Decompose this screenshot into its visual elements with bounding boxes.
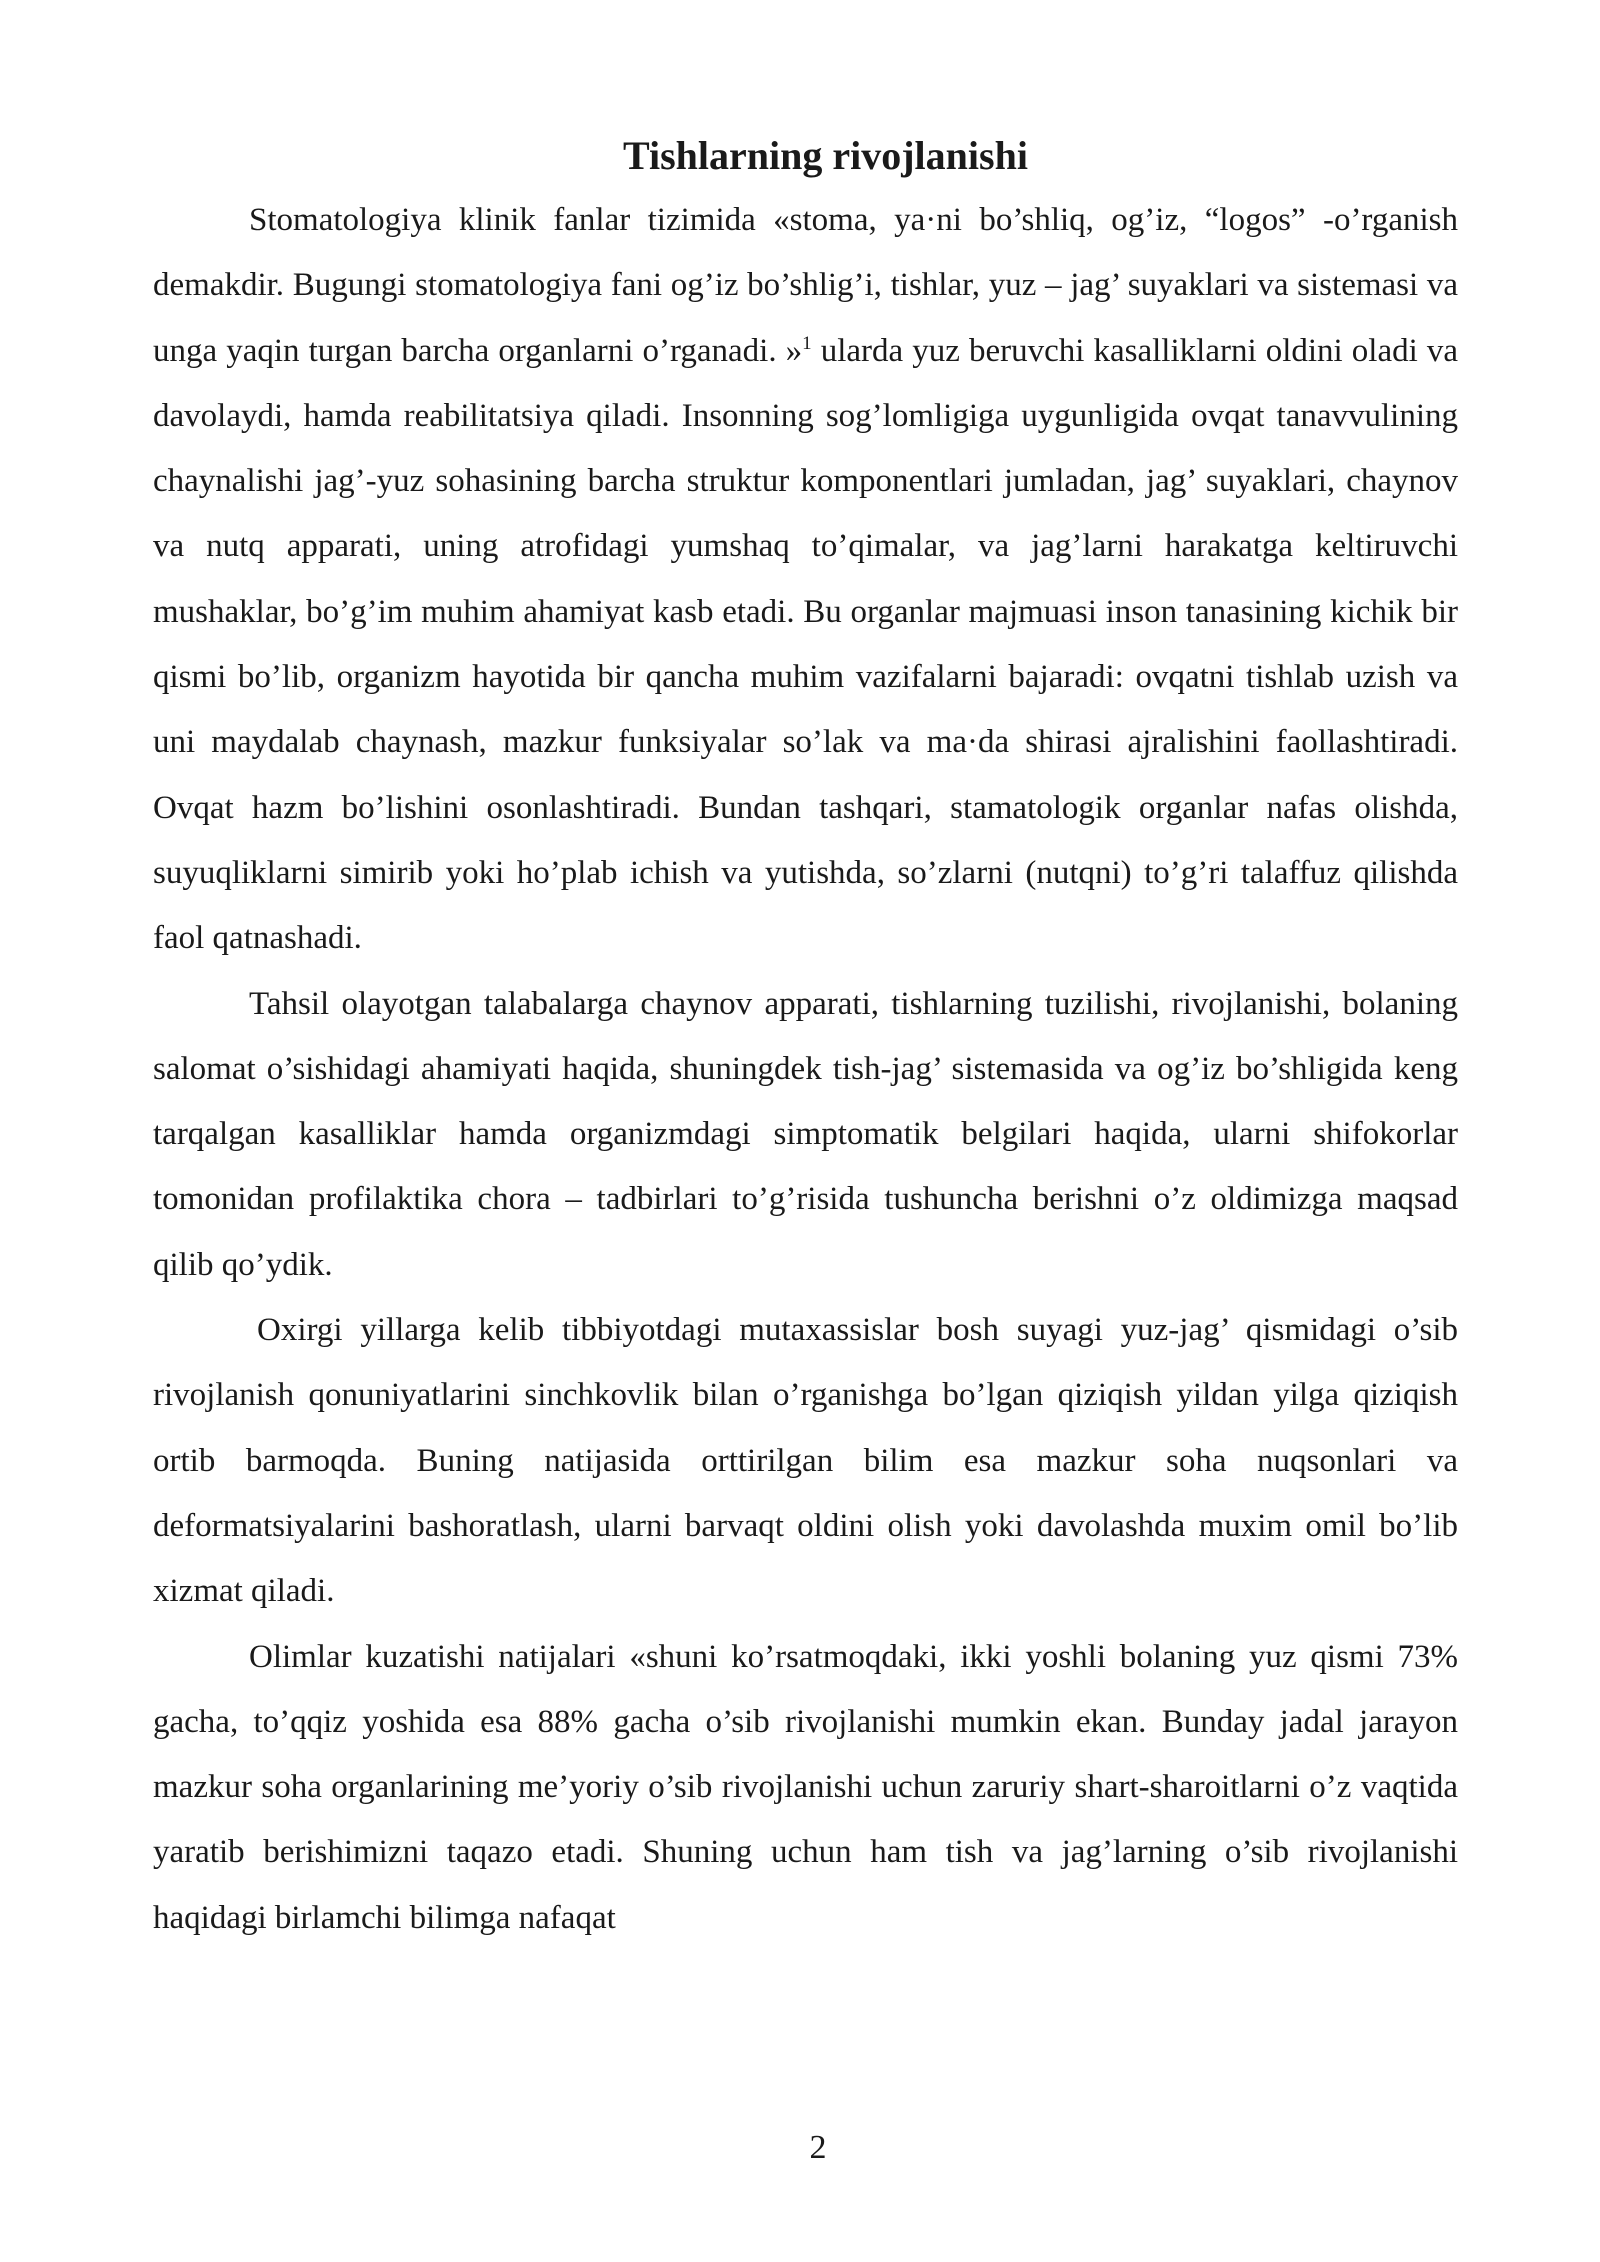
paragraph-1-text-a: Stomatologiya klinik fanlar tizimida «stoma, ya·ni bo’shliq, og’iz, “logos” -o’rganish demakdir. Bugungi stomatologiya fani og’iz bo’shlig’i, tishlar, yuz – jag’ suyaklari va sistemasi va unga yaqin turgan barcha organlarni o’rganadi. »	[153, 202, 1458, 369]
paragraph-1	[153, 188, 1458, 972]
footnote-reference[interactable]: 1	[802, 332, 812, 354]
paragraph-2: Tahsil olayotgan talabalarga chaynov apparati, tishlarning tuzilishi, rivojlanishi, bolaning salomat o’sishidagi ahamiyati haqida, shuningdek tish-jag’ sistemasida va og’iz bo’shligida keng tarqalgan kasalliklar hamda organizmdagi simptomatik belgilari haqida, ularni shifokorlar tomonidan profilaktika chora – tadbirlari to’g’risida tushuncha berishni o’z oldimizga maqsad qilib qo’ydik.	[153, 985, 1458, 1283]
page-number: 2	[809, 2129, 827, 2166]
document-title: Tishlarning rivojlanishi	[623, 133, 1028, 178]
document-page	[153, 120, 1458, 1951]
paragraph-4: Olimlar kuzatishi natijalari «shuni ko’rsatmoqdaki, ikki yoshli bolaning yuz qismi 73% gacha, to’qqiz yoshida esa 88% gacha o’sib rivojlanishi mumkin ekan. Bunday jadal jarayon mazkur soha organlarining me’yoriy o’sib rivojlanishi uchun zaruriy shart-sharoitlarni o’z vaqtida yaratib berishimizni taqazo etadi. Shuning uchun ham tish va jag’larning o’sib rivojlanishi haqidagi birlamchi bilimga nafaqat	[153, 1638, 1458, 1936]
paragraph-1-text-b: ularda yuz beruvchi kasalliklarni oldini oladi va davolaydi, hamda reabilitatsiya qiladi. Insonning sog’lomligiga uygunligida ovqat tanavvulining chaynalishi jag’-yuz sohasining barcha struktur komponentlari jumladan, jag’ suyaklari, chaynov va nutq apparati, uning atrofidagi yumshaq to’qimalar, va jag’larni harakatga keltiruvchi mushaklar, bo’g’im muhim ahamiyat kasb etadi. Bu organlar majmuasi inson tanasining kichik bir qismi bo’lib, organizm hayotida bir qancha muhim vazifalarni bajaradi: ovqatni tishlab uzish va uni maydalab chaynash, mazkur funksiyalar so’lak va ma·da shirasi ajralishini faollashtiradi. Ovqat hazm bo’lishini osonlashtiradi. Bundan tashqari, stamatologik organlar nafas olishda, suyuqliklarni simirib yoki ho’plab ichish va yutishda, so’zlarni (nutqni) to’g’ri talaffuz qilishda faol qatnashadi.	[153, 332, 1458, 957]
paragraph-3: Oxirgi yillarga kelib tibbiyotdagi mutaxassislar bosh suyagi yuz-jag’ qismidagi o’sib rivojlanish qonuniyatlarini sinchkovlik bilan o’rganishga bo’lgan qiziqish yildan yilga qiziqish ortib barmoqda. Buning natijasida orttirilgan bilim esa mazkur soha nuqsonlari va deformatsiyalarini bashoratlash, ularni barvaqt oldini olish yoki davolashda muxim omil bo’lib xizmat qiladi.	[153, 1312, 1458, 1610]
